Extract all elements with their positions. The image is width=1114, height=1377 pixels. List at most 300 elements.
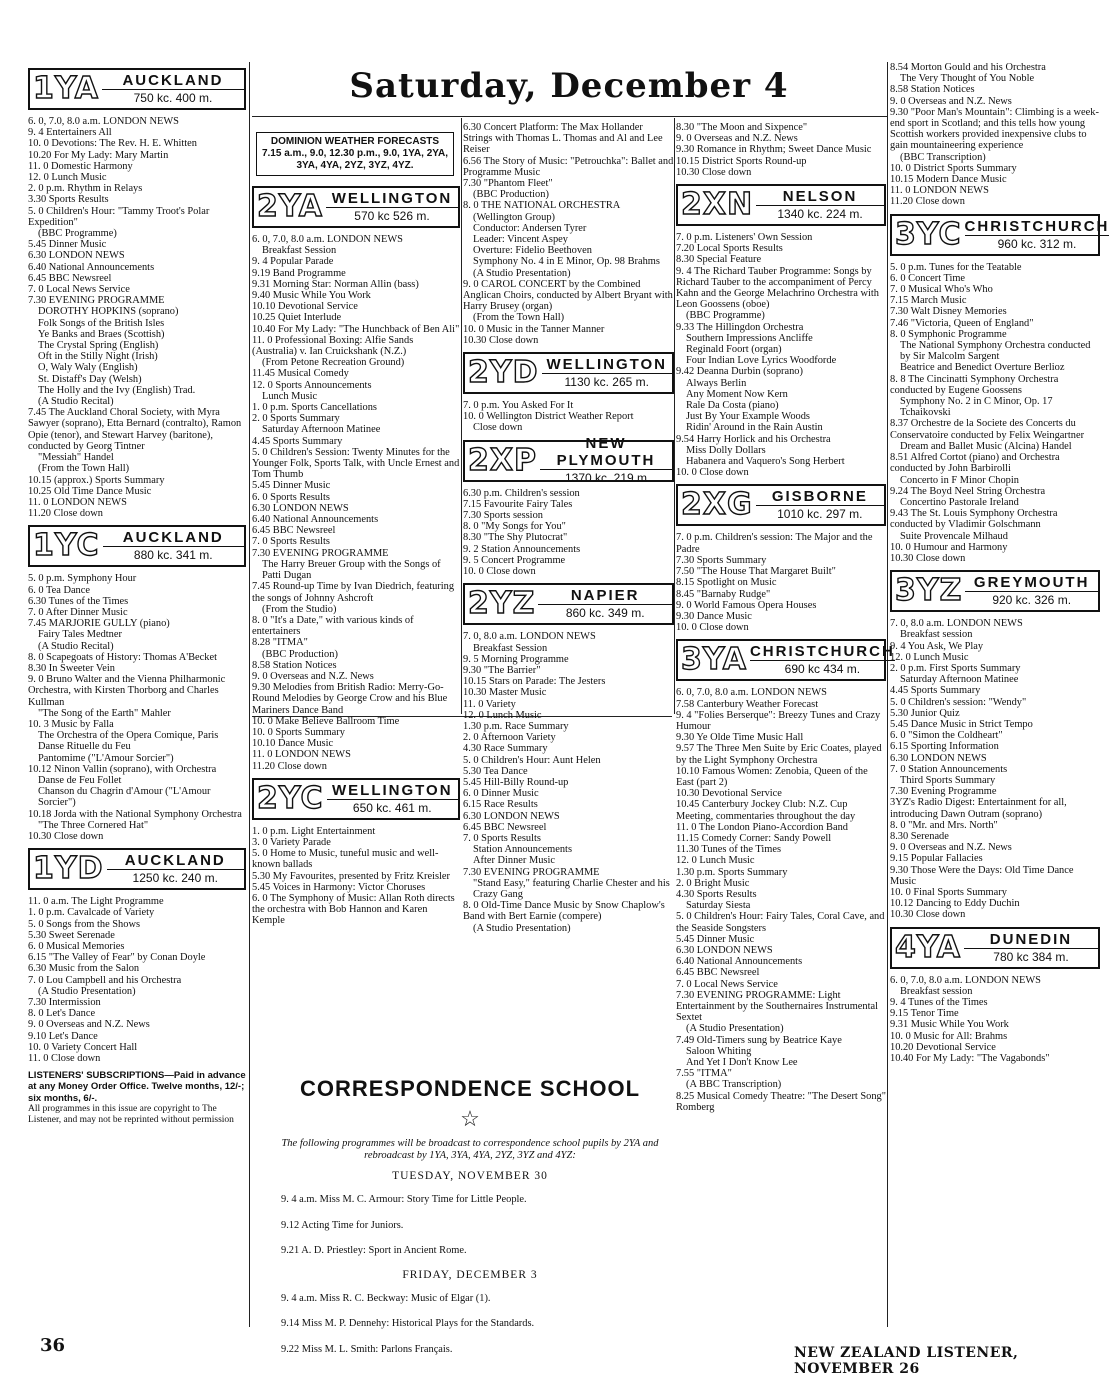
program-entry: And Yet I Don't Know Lee	[686, 1057, 798, 1069]
program-entry: 8.30 Serenade	[890, 830, 949, 842]
station-frequency: 690 kc 434 m.	[784, 662, 861, 677]
program-entry: 1.30 p.m. Race Summary	[463, 720, 569, 732]
station-frequency: 860 kc. 349 m.	[565, 606, 645, 621]
program-entry: Symphony No. 4 in E Minor, Op. 98 Brahms	[473, 256, 660, 268]
program-entry: 11. 0 LONDON NEWS	[890, 185, 989, 197]
program-entry: 10. 0 Close down	[676, 622, 749, 634]
program-entry: 8. 0 Old-Time Dance Music by Snow Chaplow's Band with Bert Earnie (compere)	[463, 900, 665, 923]
program-entry: (From Petone Recreation Ground)	[262, 357, 405, 369]
program-entry: 5. 0 Songs from the Shows	[28, 918, 140, 930]
program-entry: 10. 3 Music by Falla	[28, 718, 114, 730]
program-list-3ya-continued	[890, 62, 1100, 208]
program-entry: 11. 0 Professional Boxing: Alfie Sands (Australia) v. Ian Cruickshank (N.Z.)	[252, 334, 414, 358]
program-entry: 10.10 Dance Music	[252, 738, 334, 750]
station-logo: 3YA	[681, 642, 747, 678]
program-entry: 9. 5 Morning Programme	[463, 653, 569, 665]
program-entry: 8.28 "ITMA"	[252, 637, 308, 649]
program-entry: 6.45 BBC Newsreel	[463, 821, 547, 833]
program-entry: 6.15 Race Results	[463, 799, 538, 811]
program-entry: 8. 0 Let's Dance	[28, 1008, 96, 1020]
program-entry: 8. 0 "My Songs for You"	[463, 521, 566, 533]
subscriptions-notice: LISTENERS' SUBSCRIPTIONS—Paid in advance at any Money Order Office. Twelve months, 12/-; six months, 6/-.	[28, 1070, 246, 1104]
program-entry: 9.15 Tenor Time	[890, 1008, 959, 1020]
program-entry: After Dinner Music	[473, 855, 555, 867]
correspondence-item: 9.12 Acting Time for Juniors.	[281, 1219, 404, 1231]
station-city: WELLINGTON	[327, 782, 458, 800]
station-city: GISBORNE	[756, 488, 884, 506]
program-entry: 6. 0 Tea Dance	[28, 584, 90, 596]
program-entry: 10. 0 Close down	[463, 566, 536, 578]
program-entry: 7. 0 Musical Who's Who	[890, 284, 993, 296]
program-entry: 7.30 EVENING PROGRAMME	[463, 866, 600, 878]
program-entry: 1. 0 p.m. Cavalcade of Variety	[28, 907, 155, 919]
program-entry: 11.20 Close down	[890, 196, 965, 208]
correspondence-item: 9. 4 a.m. Miss M. C. Armour: Story Time for Little People.	[281, 1194, 527, 1206]
program-entry: 10.12 Ninon Vallin (soprano), with Orchestra	[28, 763, 217, 775]
program-entry: 10.30 Devotional Service	[676, 788, 782, 800]
program-entry: 7. 0 After Dinner Music	[28, 606, 128, 618]
program-entry: 8.15 Spotlight on Music	[676, 577, 777, 589]
program-entry: 10. 0 Variety Concert Hall	[28, 1041, 138, 1053]
program-entry: 9.30 "Poor Man's Mountain": Climbing is a week-end sport in Scotland; and this tells how young Scottish workers provided inexpensive clubs to gain mountaineering experience	[890, 106, 1099, 152]
program-entry: "The Three Cornered Hat"	[38, 819, 149, 831]
station-city: CHRISTCHURCH	[749, 643, 895, 661]
station-logo: 2XN	[681, 187, 754, 223]
program-entry: 6.30 LONDON NEWS	[463, 810, 560, 822]
program-entry: 5.30 Junior Quiz	[890, 707, 960, 719]
correspondence-item: 9.21 A. D. Priestley: Sport in Ancient Rome.	[281, 1245, 467, 1257]
station-banner-2xn	[676, 184, 886, 226]
column-1	[28, 62, 246, 1332]
station-city: WELLINGTON	[326, 190, 458, 208]
station-banner-4ya	[890, 927, 1100, 969]
program-entry: Close down	[473, 422, 523, 434]
program-entry: 8.30 "The Shy Plutocrat"	[463, 532, 568, 544]
program-entry: 6. 0, 7.0, 8.0 a.m. LONDON NEWS	[890, 974, 1041, 986]
program-entry: 6.30 LONDON NEWS	[252, 502, 349, 514]
station-banner-2ya	[252, 186, 460, 228]
station-banner-3yz	[890, 570, 1100, 612]
station-city: NAPIER	[538, 587, 672, 605]
program-entry: Rale Da Costa (piano)	[686, 400, 779, 412]
program-entry: 9. 0 Bruno Walter and the Vienna Philharmonic Orchestra, with Kirsten Thorborg and Charles Kullman	[28, 674, 226, 708]
correspondence-title: CORRESPONDENCE SCHOOL	[299, 1076, 641, 1101]
program-entry: 8.58 Station Notices	[890, 84, 975, 96]
station-frequency: 1370 kc. 219 m	[564, 471, 648, 486]
program-entry: 10. 0 Sports Summary	[252, 726, 345, 738]
program-list-2ya	[252, 234, 460, 772]
program-entry: 7. 0 p.m. Listeners' Own Session	[676, 232, 813, 244]
program-entry: 7.30 EVENING PROGRAMME	[252, 547, 389, 559]
program-entry: 11. 0 a.m. The Light Programme	[28, 896, 164, 908]
station-logo: 2XP	[468, 442, 537, 478]
program-entry: Dream and Ballet Music (Alcina) Handel	[900, 440, 1072, 452]
station-banner-3yc	[890, 214, 1110, 256]
program-entry: 8.45 "Barnaby Rudge"	[676, 588, 771, 600]
program-entry: 7. 0, 8.0 a.m. LONDON NEWS	[463, 631, 596, 643]
program-entry: Saturday Afternoon Matinee	[900, 674, 1019, 686]
program-entry: 10.15 Modern Dance Music	[890, 174, 1007, 186]
program-entry: 8. 0 "It's a Date," with various kinds of entertainers	[252, 614, 414, 638]
program-entry: (A Studio Presentation)	[38, 985, 136, 997]
program-entry: 9. 0 Overseas and N.Z. News	[890, 95, 1012, 107]
program-entry: 5.45 Dinner Music	[252, 480, 331, 492]
program-entry: Saloon Whiting	[686, 1045, 752, 1057]
program-entry: 6.30 p.m. Children's session	[463, 487, 580, 499]
program-entry: 5.45 Hill-Billy Round-up	[463, 776, 569, 788]
program-entry: Concerto in F Minor Chopin	[900, 474, 1019, 486]
program-entry: 8.51 Alfred Cortot (piano) and Orchestra conducted by John Barbirolli	[890, 452, 1060, 475]
program-entry: 10.40 For My Lady: "The Vagabonds"	[890, 1053, 1050, 1065]
program-entry: 7.30 Sports Summary	[676, 554, 767, 566]
program-entry: "Messiah" Handel	[38, 452, 114, 464]
program-entry: Saturday Afternoon Matinee	[262, 424, 381, 436]
program-entry: 9. 4 Tunes of the Times	[890, 997, 988, 1009]
program-entry: 10. 0 Final Sports Summary	[890, 887, 1007, 898]
program-entry: 9.30 "The Barrier"	[463, 664, 541, 676]
program-entry: The Very Thought of You Noble	[900, 73, 1035, 85]
program-entry: 7.15 Favourite Fairy Tales	[463, 498, 573, 510]
program-entry: Southern Impressions Ancliffe	[686, 332, 813, 344]
program-entry: 9. 0 World Famous Opera Houses	[676, 599, 817, 611]
program-entry: 6. 0 Concert Time	[890, 272, 966, 284]
program-entry: 1. 0 p.m. Light Entertainment	[252, 825, 376, 837]
program-entry: 5.30 My Favourites, presented by Fritz Kreisler	[252, 870, 450, 882]
program-entry: 1. 0 p.m. Sports Cancellations	[252, 402, 377, 414]
program-entry: 9.15 Popular Fallacies	[890, 853, 983, 865]
station-banner-1yd	[28, 848, 246, 890]
program-entry: 7.30 EVENING PROGRAMME: Light Entertainment by the Southernaires Instrumental Sextet	[676, 989, 878, 1024]
weather-times: 7.15 a.m., 9.0, 12.30 p.m., 9.0, 1YA, 2YA, 3YA, 4YA, 2YZ, 3YZ, 4YZ.	[261, 148, 449, 171]
program-entry: Danse Rituelle du Feu	[38, 741, 131, 753]
program-entry: 10. 0 Humour and Harmony	[890, 541, 1008, 553]
column-3	[463, 122, 674, 934]
program-entry: 8.25 Musical Comedy Theatre: "The Desert Song" Romberg	[676, 1090, 886, 1113]
station-logo: 1YA	[33, 71, 99, 106]
program-entry: 6.45 BBC Newsreel	[676, 967, 760, 979]
program-entry: 7.30 Sports session	[463, 510, 543, 522]
program-entry: 5. 0 Children's session: "Wendy"	[890, 696, 1027, 708]
program-entry: Beatrice and Benedict Overture Berlioz	[900, 362, 1065, 374]
program-entry: Fairy Tales Medtner	[38, 629, 122, 641]
program-entry: 8.58 Station Notices	[252, 659, 337, 671]
program-entry: 4.45 Sports Summary	[252, 435, 343, 447]
program-entry: 3. 0 Variety Parade	[252, 836, 331, 848]
program-list-2yd	[463, 400, 674, 434]
station-city: WELLINGTON	[542, 356, 673, 374]
program-entry: (A Studio Recital)	[38, 640, 114, 652]
station-frequency: 750 kc. 400 m.	[133, 91, 213, 105]
station-banner-2xg	[676, 484, 886, 526]
weather-title: DOMINION WEATHER FORECASTS	[270, 136, 440, 147]
station-frequency: 920 kc. 326 m.	[992, 593, 1072, 608]
program-entry: 9.30 Ye Olde Time Music Hall	[676, 732, 804, 744]
program-entry: 12. 0 Lunch Music	[463, 709, 542, 721]
program-entry: Any Moment Now Kern	[686, 388, 788, 400]
column-rule	[249, 62, 250, 1327]
program-entry: 9.43 The St. Louis Symphony Orchestra conducted by Vladimir Golschmann	[890, 508, 1058, 531]
program-entry: The Crystal Spring (English)	[38, 340, 159, 352]
page-header	[252, 66, 886, 114]
program-entry: St. Distaff's Day (Welsh)	[38, 373, 142, 385]
program-entry: 9. 2 Station Announcements	[463, 543, 581, 555]
program-entry: O, Waly Waly (English)	[38, 362, 138, 374]
program-entry: 11. 0 Close down	[28, 1053, 101, 1065]
program-entry: 2. 0 Sports Summary	[252, 413, 340, 425]
page-title: Saturday, December 4	[349, 66, 789, 106]
program-entry: 11.30 Tunes of the Times	[676, 844, 781, 856]
program-entry: Breakfast Session	[262, 245, 337, 257]
program-entry: 10.30 Close down	[463, 334, 539, 346]
program-entry: 7. 0 Local News Service	[28, 284, 130, 296]
program-entry: 7.20 Local Sports Results	[676, 243, 783, 255]
page-number: 36	[40, 1335, 66, 1356]
station-city: DUNEDIN	[964, 931, 1098, 949]
program-entry: 6.56 The Story of Music: "Petrouchka": Ballet and Programme Music	[463, 155, 674, 178]
program-entry: 10.45 Canterbury Jockey Club: N.Z. Cup Meeting, commentaries throughout the day	[676, 799, 856, 822]
program-entry: 9. 5 Concert Programme	[463, 554, 566, 566]
program-entry: 3.30 Sports Results	[28, 194, 109, 206]
program-list-2yz-continued	[676, 122, 886, 178]
station-banner-2xp	[463, 435, 674, 486]
program-entry: 11. 0 LONDON NEWS	[252, 749, 351, 761]
station-frequency: 1340 kc. 224 m.	[777, 207, 863, 222]
station-banner-2yc	[252, 778, 460, 820]
program-entry: 10. 0 Wellington District Weather Report	[463, 411, 634, 423]
program-entry: 7. 0 Lou Campbell and his Orchestra	[28, 974, 182, 986]
correspondence-list	[255, 1291, 685, 1357]
program-entry: 9.24 The Boyd Neel String Orchestra	[890, 485, 1046, 497]
station-banner-2yd	[463, 352, 674, 394]
program-entry: Saturday Siesta	[686, 900, 751, 912]
program-entry: 10.25 Quiet Interlude	[252, 312, 342, 324]
program-entry: 9. 0 Overseas and N.Z. News	[676, 133, 798, 145]
station-frequency: 960 kc. 312 m.	[997, 236, 1077, 251]
program-list-1yc	[28, 573, 246, 842]
program-entry: 6.15 "The Valley of Fear" by Conan Doyle	[28, 952, 206, 964]
program-entry: 7.45 The Auckland Choral Society, with Myra Sawyer (soprano), Etta Bernard (contralto), Ramon Opie (tenor), and Stewart Harvey (baritone), conducted by Georg Tintner	[28, 407, 242, 452]
station-logo: 1YD	[33, 851, 104, 887]
correspondence-item: 9.22 Miss M. L. Smith: Parlons Français.	[281, 1343, 453, 1355]
program-entry: (A Studio Presentation)	[686, 1023, 784, 1035]
program-entry: 9.54 Harry Horlick and his Orchestra	[676, 433, 831, 445]
program-entry: 8.30 In Sweeter Vein	[28, 662, 115, 674]
program-entry: 9. 4 You Ask, We Play	[890, 640, 984, 652]
station-frequency: 1130 kc. 265 m.	[564, 375, 649, 390]
column-rule	[887, 62, 888, 1327]
station-logo: 3YC	[895, 216, 962, 252]
program-entry: 6. 0 Sports Results	[252, 491, 330, 503]
program-list-3yz	[890, 618, 1100, 920]
program-entry: 6. 0 The Symphony of Music: Allan Roth directs the orchestra with Bob Hannon and Karen Kemple	[252, 892, 455, 927]
program-entry: 2. 0 p.m. First Sports Summary	[890, 662, 1021, 674]
program-entry: 10.30 Close down	[890, 552, 966, 564]
program-entry: 6.30 Music from the Salon	[28, 963, 140, 975]
program-entry: 9. 4 Popular Parade	[252, 256, 334, 268]
column-rule	[674, 118, 675, 714]
program-entry: 10.20 Devotional Service	[890, 1041, 996, 1053]
program-entry: 8. 0 Scapegoats of History: Thomas A'Becket	[28, 651, 217, 663]
program-entry: 8.37 Orchestre de la Societe des Concerts du Conservatoire conducted by Felix Weingartner	[890, 418, 1085, 441]
masthead-footer: NEW ZEALAND LISTENER, NOVEMBER 26	[794, 1345, 1019, 1377]
program-entry: 10. 0 Make Believe Ballroom Time	[252, 715, 400, 727]
station-logo: 3YZ	[895, 573, 963, 609]
program-entry: Folk Songs of the British Isles	[38, 317, 165, 329]
station-banner-2yz	[463, 583, 674, 625]
station-logo: 2YD	[468, 355, 539, 391]
program-entry: Miss Dolly Dollars	[686, 444, 766, 456]
program-entry: 10.15 Stars on Parade: The Jesters	[463, 676, 606, 688]
program-entry: Third Sports Summary	[900, 774, 996, 786]
program-entry: 9.19 Band Programme	[252, 267, 346, 279]
program-entry: 9.33 The Hillingdon Orchestra	[676, 321, 804, 333]
program-entry: 5. 0 p.m. Tunes for the Teatable	[890, 261, 1022, 273]
program-entry: 10.40 For My Lady: "The Hunchback of Ben Ali"	[252, 323, 460, 335]
program-entry: The National Symphony Orchestra conducted by Sir Malcolm Sargent	[900, 340, 1091, 363]
program-entry: 10. 0 Music in the Tanner Manner	[463, 323, 605, 335]
program-list-1yd	[28, 896, 246, 1064]
program-entry: Breakfast Session	[473, 642, 548, 654]
program-entry: (From the Town Hall)	[38, 463, 130, 475]
program-entry: 7. 0 Sports Results	[463, 832, 541, 844]
program-entry: 6.45 BBC Newsreel	[252, 525, 336, 537]
program-entry: 8. 8 The Cincinatti Symphony Orchestra conducted by Eugene Goossens	[890, 373, 1059, 396]
program-entry: 8.30 Special Feature	[676, 254, 762, 266]
program-entry: 7.15 March Music	[890, 295, 967, 307]
program-entry: 5.45 Dinner Music	[28, 239, 107, 251]
station-city: GREYMOUTH	[965, 574, 1098, 592]
program-entry: 6.40 National Announcements	[28, 261, 155, 273]
station-logo: 2YA	[257, 189, 323, 224]
program-entry: 5.45 Dance Music in Strict Tempo	[890, 718, 1033, 730]
program-entry: 9.42 Deanna Durbin (soprano)	[676, 366, 803, 378]
program-entry: Always Berlin	[686, 377, 747, 389]
program-entry: 9. 4 Entertainers All	[28, 127, 112, 139]
program-entry: 2. 0 p.m. Rhythm in Relays	[28, 183, 143, 195]
station-city: CHRISTCHURCH	[964, 217, 1110, 235]
program-entry: Symphony No. 2 in C Minor, Op. 17 Tchaikovski	[900, 396, 1053, 419]
station-frequency: 650 kc. 461 m.	[352, 800, 432, 815]
station-banner-1ya	[28, 68, 246, 110]
program-entry: "The Song of the Earth" Mahler	[38, 707, 171, 719]
program-entry: 6.30 LONDON NEWS	[890, 752, 987, 764]
program-entry: Pantomime ("L'Amour Sorcier")	[38, 752, 174, 764]
program-entry: Ridin' Around in the Rain Austin	[686, 422, 823, 434]
program-entry: 5. 0 Home to Music, tuneful music and well-known ballads	[252, 848, 439, 871]
station-logo: 1YC	[33, 528, 100, 564]
program-entry: 12. 0 Lunch Music	[890, 651, 969, 663]
station-banner-1yc	[28, 525, 246, 567]
program-entry: Four Indian Love Lyrics Woodforde	[686, 355, 837, 367]
weather-forecast-box	[256, 128, 454, 184]
program-entry: 7.30 "Phantom Fleet"	[463, 178, 553, 190]
program-entry: 6. 0 "Simon the Coldheart"	[890, 730, 1003, 742]
program-entry: 7. 0 p.m. Children's session: The Major and the Padre	[676, 532, 873, 555]
program-entry: 10.25 Old Time Dance Music	[28, 485, 152, 497]
program-entry: 7.30 Evening Programme	[890, 786, 997, 798]
station-frequency: 780 kc 384 m.	[993, 949, 1069, 964]
program-entry: Conductor: Andersen Tyrer	[473, 222, 587, 234]
program-entry: 10. 0 Devotions: The Rev. H. E. Whitten	[28, 138, 197, 150]
program-entry: 12. 0 Lunch Music	[676, 855, 755, 867]
correspondence-item: 9. 4 a.m. Miss R. C. Beckway: Music of Elgar (1).	[281, 1292, 491, 1304]
program-entry: The Orchestra of the Opera Comique, Paris	[38, 730, 219, 742]
column-5	[890, 62, 1110, 1320]
program-entry: Habanera and Vaquero's Song Herbert	[686, 456, 845, 468]
program-entry: 7.45 Round-up Time by Ivan Diedrich, featuring the songs of Johnny Ashcroft	[252, 581, 455, 604]
program-entry: 6.30 Concert Platform: The Max Hollander Strings with Thomas L. Thomas and Al and Lee Reiser	[463, 122, 663, 156]
column-2	[252, 180, 460, 927]
program-entry: 9.31 Music While You Work	[890, 1019, 1009, 1031]
program-entry: 11. 0 The London Piano-Accordion Band	[676, 821, 848, 833]
program-entry: 6. 0, 7.0, 8.0 a.m. LONDON NEWS	[28, 116, 179, 127]
program-entry: 11. 0 Domestic Harmony	[28, 160, 133, 172]
program-entry: 10.10 Devotional Service	[252, 301, 358, 313]
program-entry: 5.45 Voices in Harmony: Victor Choruses	[252, 881, 426, 893]
program-entry: 7. 0, 8.0 a.m. LONDON NEWS	[890, 618, 1023, 630]
program-entry: DOROTHY HOPKINS (soprano)	[38, 306, 179, 318]
column-4	[676, 122, 895, 1320]
station-banner-3ya	[676, 639, 895, 681]
station-logo: 4YA	[895, 929, 961, 965]
program-entry: 9.10 Let's Dance	[28, 1030, 98, 1042]
program-entry: Suite Provencale Milhaud	[900, 530, 1008, 542]
program-entry: 3YZ's Radio Digest: Entertainment for all, introducing Dawn Outram (soprano)	[890, 797, 1067, 820]
program-entry: 4.30 Sports Results	[676, 888, 757, 900]
program-entry: 9.30 Romance in Rhythm; Sweet Dance Music	[676, 144, 872, 156]
program-entry: 5.30 Sweet Serenade	[28, 929, 115, 941]
program-entry: 2. 0 Bright Music	[676, 877, 750, 889]
program-entry: 7.30 EVENING PROGRAMME	[28, 295, 165, 307]
program-entry: (BBC Programme)	[38, 228, 117, 240]
program-list-2yz	[463, 631, 674, 933]
program-entry: 7.55 "ITMA"	[676, 1068, 732, 1080]
program-entry: 6. 0 Dinner Music	[463, 788, 539, 800]
program-entry: 10. 0 Music for All: Brahms	[890, 1030, 1008, 1042]
program-entry: Station Announcements	[473, 844, 572, 856]
program-entry: Ye Banks and Braes (Scottish)	[38, 328, 165, 340]
program-entry: 6.30 Tunes of the Times	[28, 595, 129, 607]
program-entry: 6.40 National Announcements	[252, 514, 379, 526]
program-entry: 10.30 Close down	[676, 166, 752, 178]
program-entry: 6.30 LONDON NEWS	[28, 250, 125, 262]
program-entry: 6.40 National Announcements	[676, 956, 803, 968]
program-list-2yc	[252, 826, 460, 927]
copyright-notice: All programmes in this issue are copyright to The Listener, and may not be reprinted without permission	[28, 1103, 234, 1126]
program-entry: 2. 0 Afternoon Variety	[463, 732, 556, 744]
program-entry: 7.30 Walt Disney Memories	[890, 306, 1007, 318]
program-entry: 11. 0 LONDON NEWS	[28, 496, 127, 508]
program-entry: Leader: Vincent Aspey	[473, 234, 568, 246]
program-list-1ya	[28, 116, 246, 519]
program-entry: 10.18 Jorda with the National Symphony Orchestra	[28, 808, 242, 820]
station-frequency: 1010 kc. 297 m.	[777, 507, 863, 522]
program-entry: 7.46 "Victoria, Queen of England"	[890, 317, 1034, 329]
program-list-2xn	[676, 232, 886, 478]
program-entry: 9.30 Those Were the Days: Old Time Dance Music	[890, 864, 1074, 887]
program-entry: (BBC Transcription)	[900, 151, 986, 163]
program-entry: 1.30 p.m. Sports Summary	[676, 866, 788, 878]
station-city: NELSON	[756, 188, 884, 206]
program-entry: 7.58 Canterbury Weather Forecast	[676, 698, 819, 710]
program-entry: 7.49 Old-Timers sung by Beatrice Kaye	[676, 1034, 842, 1046]
program-entry: 9.30 Dance Music	[676, 610, 752, 622]
program-list-3ya	[676, 687, 886, 1113]
program-entry: 8. 0 "Mr. and Mrs. North"	[890, 819, 998, 831]
program-entry: 5. 0 p.m. Symphony Hour	[28, 573, 137, 585]
program-entry: 7. 0 p.m. You Asked For It	[463, 400, 574, 412]
program-entry: 8.30 "The Moon and Sixpence"	[676, 122, 808, 133]
